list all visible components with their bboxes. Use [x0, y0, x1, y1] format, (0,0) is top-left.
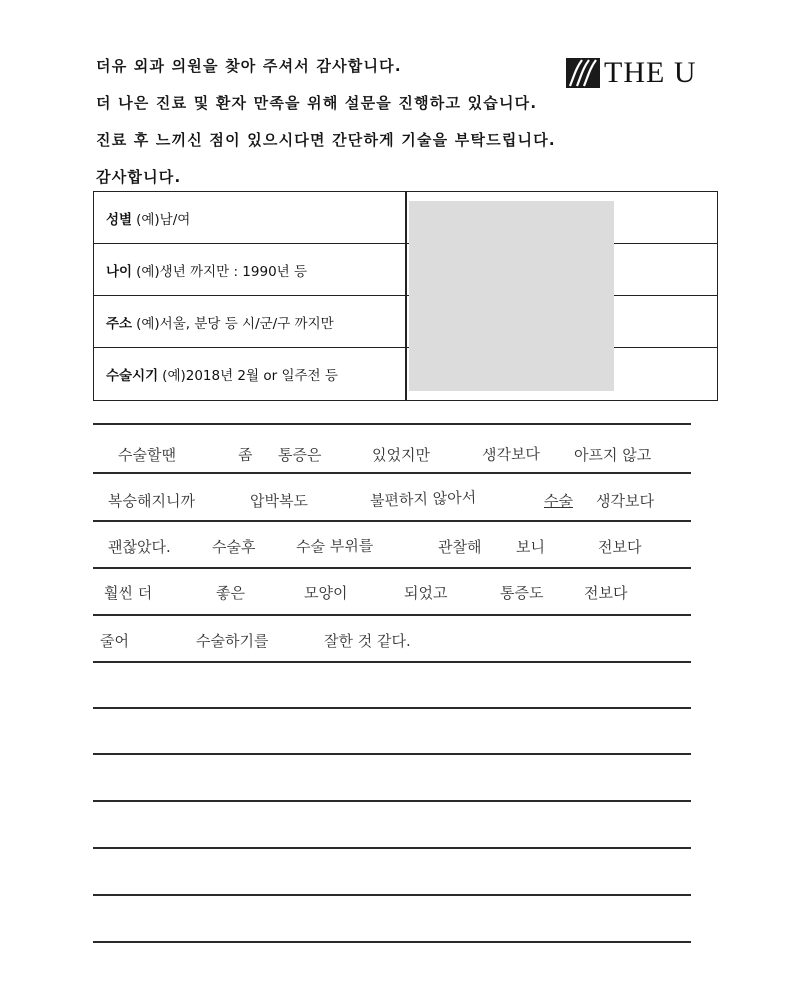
- table-row-age: [94, 244, 717, 296]
- handwritten-word: 복숭해지니까: [108, 492, 195, 510]
- handwritten-word: 수술후: [212, 538, 256, 556]
- ruled-line: [93, 707, 691, 709]
- handwritten-word: 통증은: [278, 446, 322, 464]
- handwritten-word: 통증도: [500, 584, 544, 602]
- intro-line-3: 진료 후 느끼신 점이 있으시다면 간단하게 기술을 부탁드립니다.: [96, 131, 556, 149]
- handwritten-word: 생각보다: [481, 444, 541, 464]
- handwritten-word: 전보다: [584, 584, 628, 602]
- handwritten-line-1: [100, 444, 700, 484]
- ruled-line: [93, 423, 691, 425]
- field-hint: (예)남/여: [136, 212, 191, 228]
- ruled-line: [93, 800, 691, 802]
- handwritten-word: 줄어: [100, 632, 129, 650]
- patient-info-table: [93, 191, 718, 401]
- table-row-address: [94, 296, 717, 348]
- handwritten-word: 좀: [237, 445, 253, 464]
- handwritten-line-3: [100, 536, 700, 576]
- handwritten-line-2: [100, 490, 700, 530]
- handwritten-word: 압박복도: [250, 492, 308, 510]
- handwritten-line-4: [100, 582, 700, 622]
- handwritten-word: 괜찮았다.: [108, 538, 171, 556]
- handwritten-word: 전보다: [598, 538, 642, 556]
- handwritten-word: 수술할땐: [118, 446, 176, 464]
- ruled-line: [93, 941, 691, 943]
- field-label: 나이: [106, 264, 133, 280]
- logo-mark-icon: [566, 58, 602, 88]
- field-label: 성별: [106, 212, 133, 228]
- handwritten-word: 잘한 것 같다.: [324, 632, 411, 650]
- field-hint: (예)서울, 분당 등 시/군/구 까지만: [136, 316, 334, 332]
- intro-line-2: 더 나은 진료 및 환자 만족을 위해 설문을 진행하고 있습니다.: [96, 94, 538, 112]
- intro-text: [96, 55, 596, 203]
- handwritten-word: 되었고: [404, 584, 448, 602]
- field-label: 주소: [106, 316, 133, 332]
- handwritten-word: 좋은: [216, 584, 245, 602]
- ruled-line: [93, 847, 691, 849]
- handwritten-word: 수술하기를: [196, 632, 269, 650]
- handwritten-line-5: [100, 630, 700, 670]
- table-row-surgery-date: [94, 348, 717, 400]
- handwritten-word: 모양이: [304, 584, 348, 602]
- logo-text: THE U: [604, 56, 697, 89]
- intro-line-4: 감사합니다.: [96, 168, 182, 186]
- table-row-gender: [94, 192, 717, 244]
- handwritten-word: 있었지만: [372, 446, 430, 464]
- handwritten-word: 생각보다: [596, 492, 654, 510]
- handwritten-word: 수술: [544, 492, 573, 510]
- field-hint: (예)2018년 2월 or 일주전 등: [162, 368, 338, 384]
- ruled-line: [93, 894, 691, 896]
- ruled-line: [93, 753, 691, 755]
- handwritten-word: 수술 부위를: [295, 536, 374, 556]
- field-label: 수술시기: [106, 368, 159, 384]
- clinic-logo: [566, 56, 696, 90]
- handwritten-word: 관찰해: [438, 538, 482, 556]
- redacted-area: [409, 201, 614, 391]
- handwritten-word: 훨씬 더: [104, 584, 153, 602]
- handwritten-word: 아프지 않고: [574, 446, 652, 464]
- handwritten-word: 불편하지 않아서: [369, 488, 477, 510]
- field-hint: (예)생년 까지만 : 1990년 등: [136, 264, 308, 280]
- handwritten-word: 보니: [516, 538, 545, 556]
- intro-line-1: 더유 외과 의원을 찾아 주셔서 감사합니다.: [96, 57, 402, 75]
